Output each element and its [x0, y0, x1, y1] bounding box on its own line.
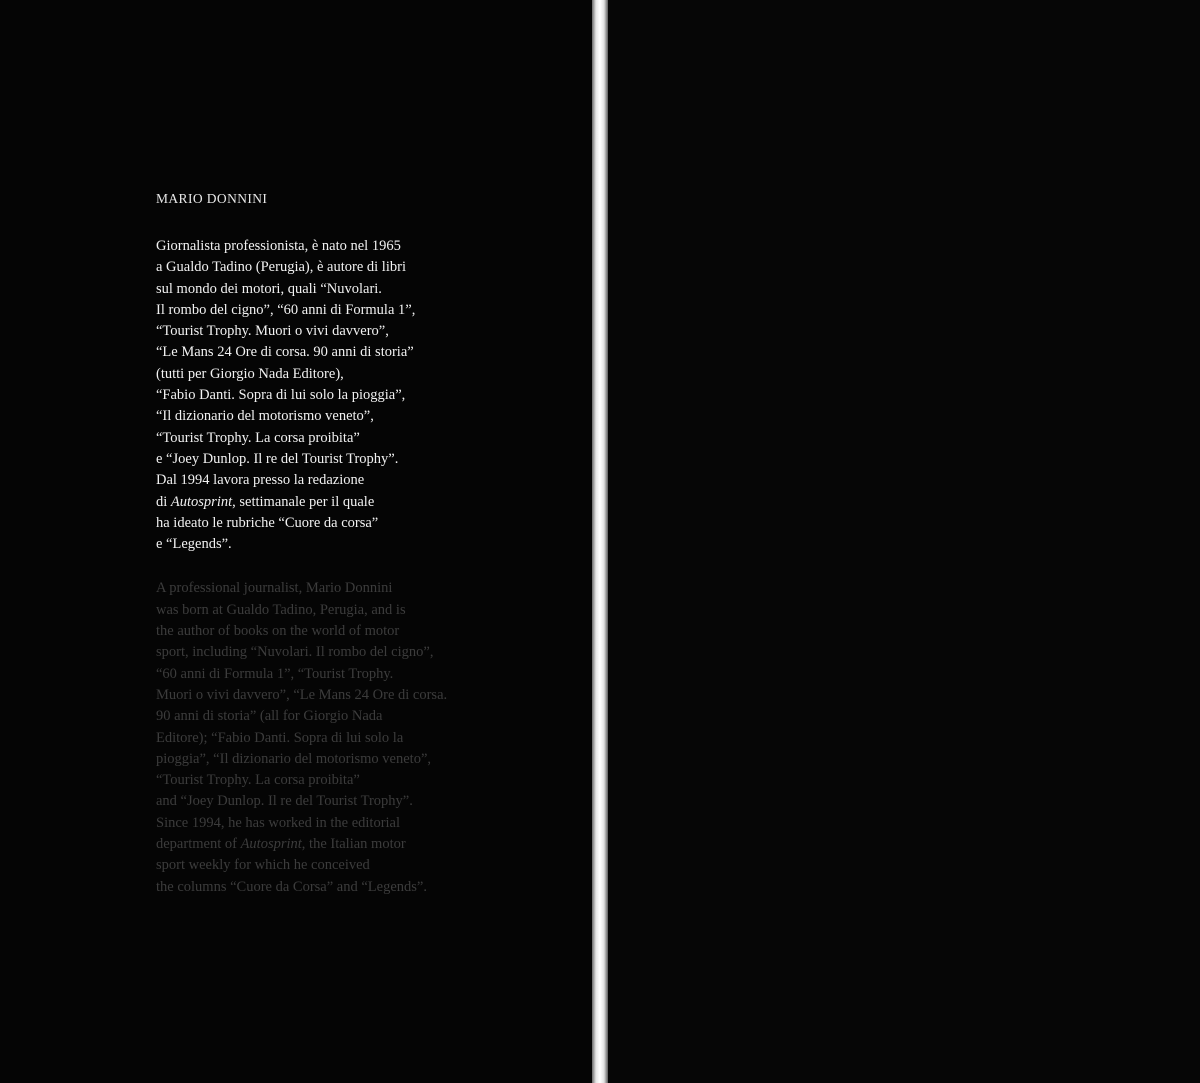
bio-english-line: 90 anni di storia” (all for Giorgio Nada	[156, 708, 383, 725]
bio-english-line: the columns “Cuore da Corsa” and “Legends”.	[156, 878, 427, 895]
left-page	[0, 0, 592, 1083]
bio-italian-line: ha ideato le rubriche “Cuore da corsa”	[156, 514, 379, 531]
bio-english-line: Muori o vivi davvero”, “Le Mans 24 Ore di corsa.	[156, 686, 448, 703]
bio-english-line: pioggia”, “Il dizionario del motorismo veneto”,	[156, 750, 432, 767]
bio-italian-line: “Tourist Trophy. La corsa proibita”	[156, 429, 360, 446]
author-bio-block	[156, 190, 516, 898]
bio-english-line: A professional journalist, Mario Donnini	[156, 580, 393, 597]
bio-english-line: Since 1994, he has worked in the editorial	[156, 814, 401, 831]
bio-english-line: sport weekly for which he conceived	[156, 857, 370, 874]
right-page	[608, 0, 1200, 1083]
bio-italian-line: a Gualdo Tadino (Perugia), è autore di libri	[156, 259, 406, 276]
bio-italian-line: “Le Mans 24 Ore di corsa. 90 anni di storia”	[156, 344, 414, 361]
book-spine-gutter	[592, 0, 608, 1083]
bio-italian-line	[156, 492, 516, 513]
bio-italian-text: , settimanale per il quale	[232, 493, 375, 510]
bio-italian-line: “Fabio Danti. Sopra di lui solo la pioggia”,	[156, 387, 406, 404]
author-name: MARIO DONNINI	[156, 191, 268, 206]
bio-italian-line: (tutti per Giorgio Nada Editore),	[156, 365, 344, 382]
bio-english-line: and “Joey Dunlop. Il re del Tourist Trophy”.	[156, 793, 413, 810]
bio-english-line	[156, 834, 516, 855]
bio-english-text: , the Italian motor	[301, 836, 406, 853]
bio-italian-text: di	[156, 493, 171, 510]
bio-english-line: “60 anni di Formula 1”, “Tourist Trophy.	[156, 665, 394, 682]
bio-italian-line: “Il dizionario del motorismo veneto”,	[156, 408, 374, 425]
bio-italian-line: “Tourist Trophy. Muori o vivi davvero”,	[156, 323, 389, 340]
bio-english-line: Editore); “Fabio Danti. Sopra di lui solo la	[156, 729, 404, 746]
bio-italian-line: e “Legends”.	[156, 536, 232, 553]
bio-english-text: department of	[156, 836, 241, 853]
publication-title: Autosprint	[170, 493, 233, 510]
bio-italian-line: Il rombo del cigno”, “60 anni di Formula 1”,	[156, 301, 416, 318]
bio-italian-line: Dal 1994 lavora presso la redazione	[156, 472, 365, 489]
bio-english	[156, 578, 516, 897]
bio-english-line: was born at Gualdo Tadino, Perugia, and is	[156, 601, 406, 618]
bio-english-line: sport, including “Nuvolari. Il rombo del cigno”,	[156, 644, 434, 661]
bio-italian-line: e “Joey Dunlop. Il re del Tourist Trophy”.	[156, 450, 399, 467]
bio-italian-line: Giornalista professionista, è nato nel 1965	[156, 238, 401, 254]
bio-italian	[156, 236, 516, 555]
bio-italian-line: sul mondo dei motori, quali “Nuvolari.	[156, 280, 382, 297]
publication-title: Autosprint	[240, 836, 302, 853]
bio-english-line: “Tourist Trophy. La corsa proibita”	[156, 772, 360, 789]
bio-english-line: the author of books on the world of motor	[156, 623, 400, 640]
